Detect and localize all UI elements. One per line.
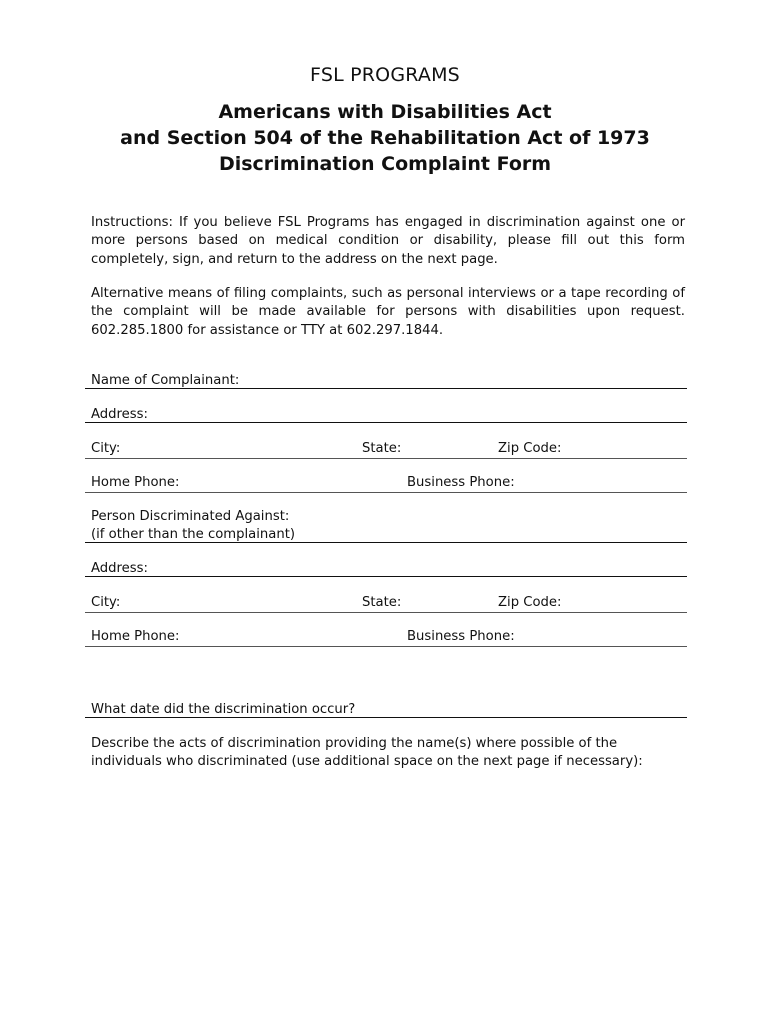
person-discriminated-label-line1: Person Discriminated Against: <box>91 509 290 524</box>
person-address-field[interactable] <box>85 556 687 577</box>
person-city-state-zip-row[interactable] <box>85 590 687 613</box>
complainant-address-label: Address: <box>91 407 148 422</box>
instructions-paragraph: Instructions: If you believe FSL Programs has engaged in discrimination against one or more persons based on medical condition or disability, please fill out this form completely, sign, and return to the address on the next page. <box>91 215 685 267</box>
organization-name: FSL PROGRAMS <box>310 64 460 86</box>
person-discriminated-field[interactable] <box>85 504 687 543</box>
discrimination-date-label: What date did the discrimination occur? <box>91 702 356 717</box>
describe-acts-label: Describe the acts of discrimination providing the name(s) where possible of the individuals who discriminated (use additional space on the next page if necessary): <box>91 736 643 770</box>
complainant-phone-row[interactable] <box>85 470 687 493</box>
person-zip-label: Zip Code: <box>498 595 562 610</box>
person-city-label: City: <box>91 595 121 610</box>
person-business-phone-label: Business Phone: <box>407 629 515 644</box>
person-home-phone-label: Home Phone: <box>91 629 180 644</box>
complainant-address-field[interactable] <box>85 402 687 423</box>
complainant-name-label: Name of Complainant: <box>91 373 240 388</box>
person-discriminated-label <box>91 508 295 544</box>
person-phone-row[interactable] <box>85 624 687 647</box>
complainant-city-label: City: <box>91 441 121 456</box>
person-state-label: State: <box>362 595 402 610</box>
alternative-means-paragraph: Alternative means of filing complaints, such as personal interviews or a tape recording of the complaint will be made available for persons with disabilities upon request. 602.285.1800 for assistance or TTY at 602.297.1844. <box>91 286 685 338</box>
complainant-home-phone-label: Home Phone: <box>91 475 180 490</box>
title-line-2: and Section 504 of the Rehabilitation Act of 1973 <box>120 127 650 149</box>
title-line-3: Discrimination Complaint Form <box>218 153 552 175</box>
complainant-city-state-zip-row[interactable] <box>85 436 687 459</box>
person-discriminated-label-line2: (if other than the complainant) <box>91 527 296 542</box>
complainant-business-phone-label: Business Phone: <box>407 475 515 490</box>
person-address-label: Address: <box>91 561 148 576</box>
title-line-1: Americans with Disabilities Act <box>218 101 552 123</box>
complainant-state-label: State: <box>362 441 402 456</box>
discrimination-date-field[interactable] <box>85 697 687 718</box>
complainant-name-field[interactable] <box>85 368 687 389</box>
complainant-zip-label: Zip Code: <box>498 441 562 456</box>
form-title <box>0 99 770 177</box>
